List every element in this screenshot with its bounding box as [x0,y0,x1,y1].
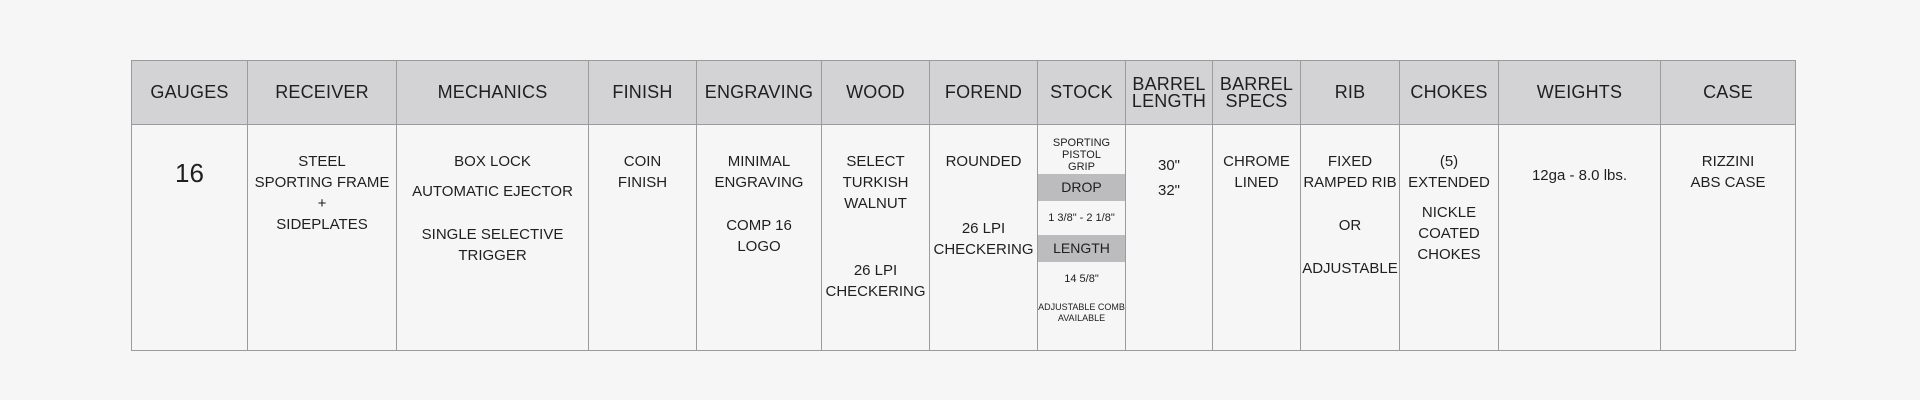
header-stock: STOCK [1038,61,1126,125]
header-barrel-length: BARREL LENGTH [1126,61,1213,125]
wood-line: SELECT [846,153,905,170]
cell-receiver [248,125,397,351]
header-chokes: CHOKES [1400,61,1499,125]
rib-fixed: FIXED [1327,153,1373,170]
chokes-count: (5) EXTENDED [1408,153,1490,191]
wood-line: TURKISH [842,174,909,191]
header-forend: FOREND [930,61,1038,125]
forend-checkering: 26 LPI [961,220,1006,237]
cell-chokes [1400,125,1499,351]
receiver-line: + [317,195,327,212]
engraving-line: MINIMAL [727,153,791,170]
header-barrel-specs: BARREL SPECS [1213,61,1301,125]
header-case: CASE [1661,61,1796,125]
finish-line: FINISH [617,174,668,191]
stock-length-label: LENGTH [1038,235,1125,262]
cell-case [1661,125,1796,351]
finish-line: COIN [623,153,662,170]
cell-finish [589,125,697,351]
wood-line: WALNUT [844,195,907,212]
cell-barrel-specs [1213,125,1301,351]
header-mechanics: MECHANICS [397,61,589,125]
barrel-length-value: 30" [1157,157,1180,174]
mechanics-box-lock: BOX LOCK [454,153,531,170]
gauge-value: 16 [175,158,204,188]
chokes-coating: COATED [1418,225,1480,242]
mechanics-trigger: SINGLE SELECTIVE [421,226,564,243]
cell-mechanics [397,125,589,351]
chokes-coating: CHOKES [1417,246,1481,263]
cell-stock [1038,125,1126,351]
engraving-line: ENGRAVING [714,174,804,191]
receiver-line: SIDEPLATES [276,216,368,233]
header-engraving: ENGRAVING [697,61,822,125]
header-finish: FINISH [589,61,697,125]
engraving-logo: LOGO [737,238,781,255]
receiver-line: STEEL [298,153,346,170]
mechanics-trigger: TRIGGER [458,247,527,264]
mechanics-ejector: AUTOMATIC EJECTOR [412,183,573,200]
header-receiver: RECEIVER [248,61,397,125]
case-line: ABS CASE [1690,174,1766,191]
receiver-line: SPORTING FRAME [254,174,390,191]
rib-fixed: RAMPED RIB [1303,174,1397,191]
cell-barrel-length [1126,125,1213,351]
header-rib: RIB [1301,61,1400,125]
engraving-logo: COMP 16 [726,217,792,234]
barrel-length-value: 32" [1157,182,1180,199]
header-wood: WOOD [822,61,930,125]
barrel-specs-line: CHROME [1223,153,1290,170]
specifications-table [131,60,1796,351]
cell-engraving [697,125,822,351]
stock-length-value: 14 5/8" [1064,273,1099,285]
rib-adjustable: ADJUSTABLE [1302,260,1398,277]
weights-value: 12ga - 8.0 lbs. [1531,167,1628,184]
header-gauges: GAUGES [132,61,248,125]
stock-adjustable-comb: ADJUSTABLE COMB AVAILABLE [1038,302,1125,323]
barrel-specs-line: LINED [1234,174,1279,191]
stock-drop-value: 1 3/8" - 2 1/8" [1048,212,1115,224]
chokes-coating: NICKLE [1421,204,1477,221]
cell-wood [822,125,930,351]
cell-forend [930,125,1038,351]
stock-grip: SPORTING PISTOL GRIP [1052,137,1111,173]
case-line: RIZZINI [1701,153,1755,170]
cell-weights [1499,125,1661,351]
cell-rib [1301,125,1400,351]
forend-checkering: CHECKERING [933,241,1034,258]
wood-checkering: CHECKERING [825,283,926,300]
cell-gauges [132,125,248,351]
header-weights: WEIGHTS [1499,61,1661,125]
rib-or: OR [1338,217,1362,234]
table-row [132,125,1796,351]
header-row [132,61,1796,125]
wood-checkering: 26 LPI [853,262,898,279]
stock-drop-label: DROP [1038,174,1125,201]
forend-shape: ROUNDED [945,153,1022,170]
